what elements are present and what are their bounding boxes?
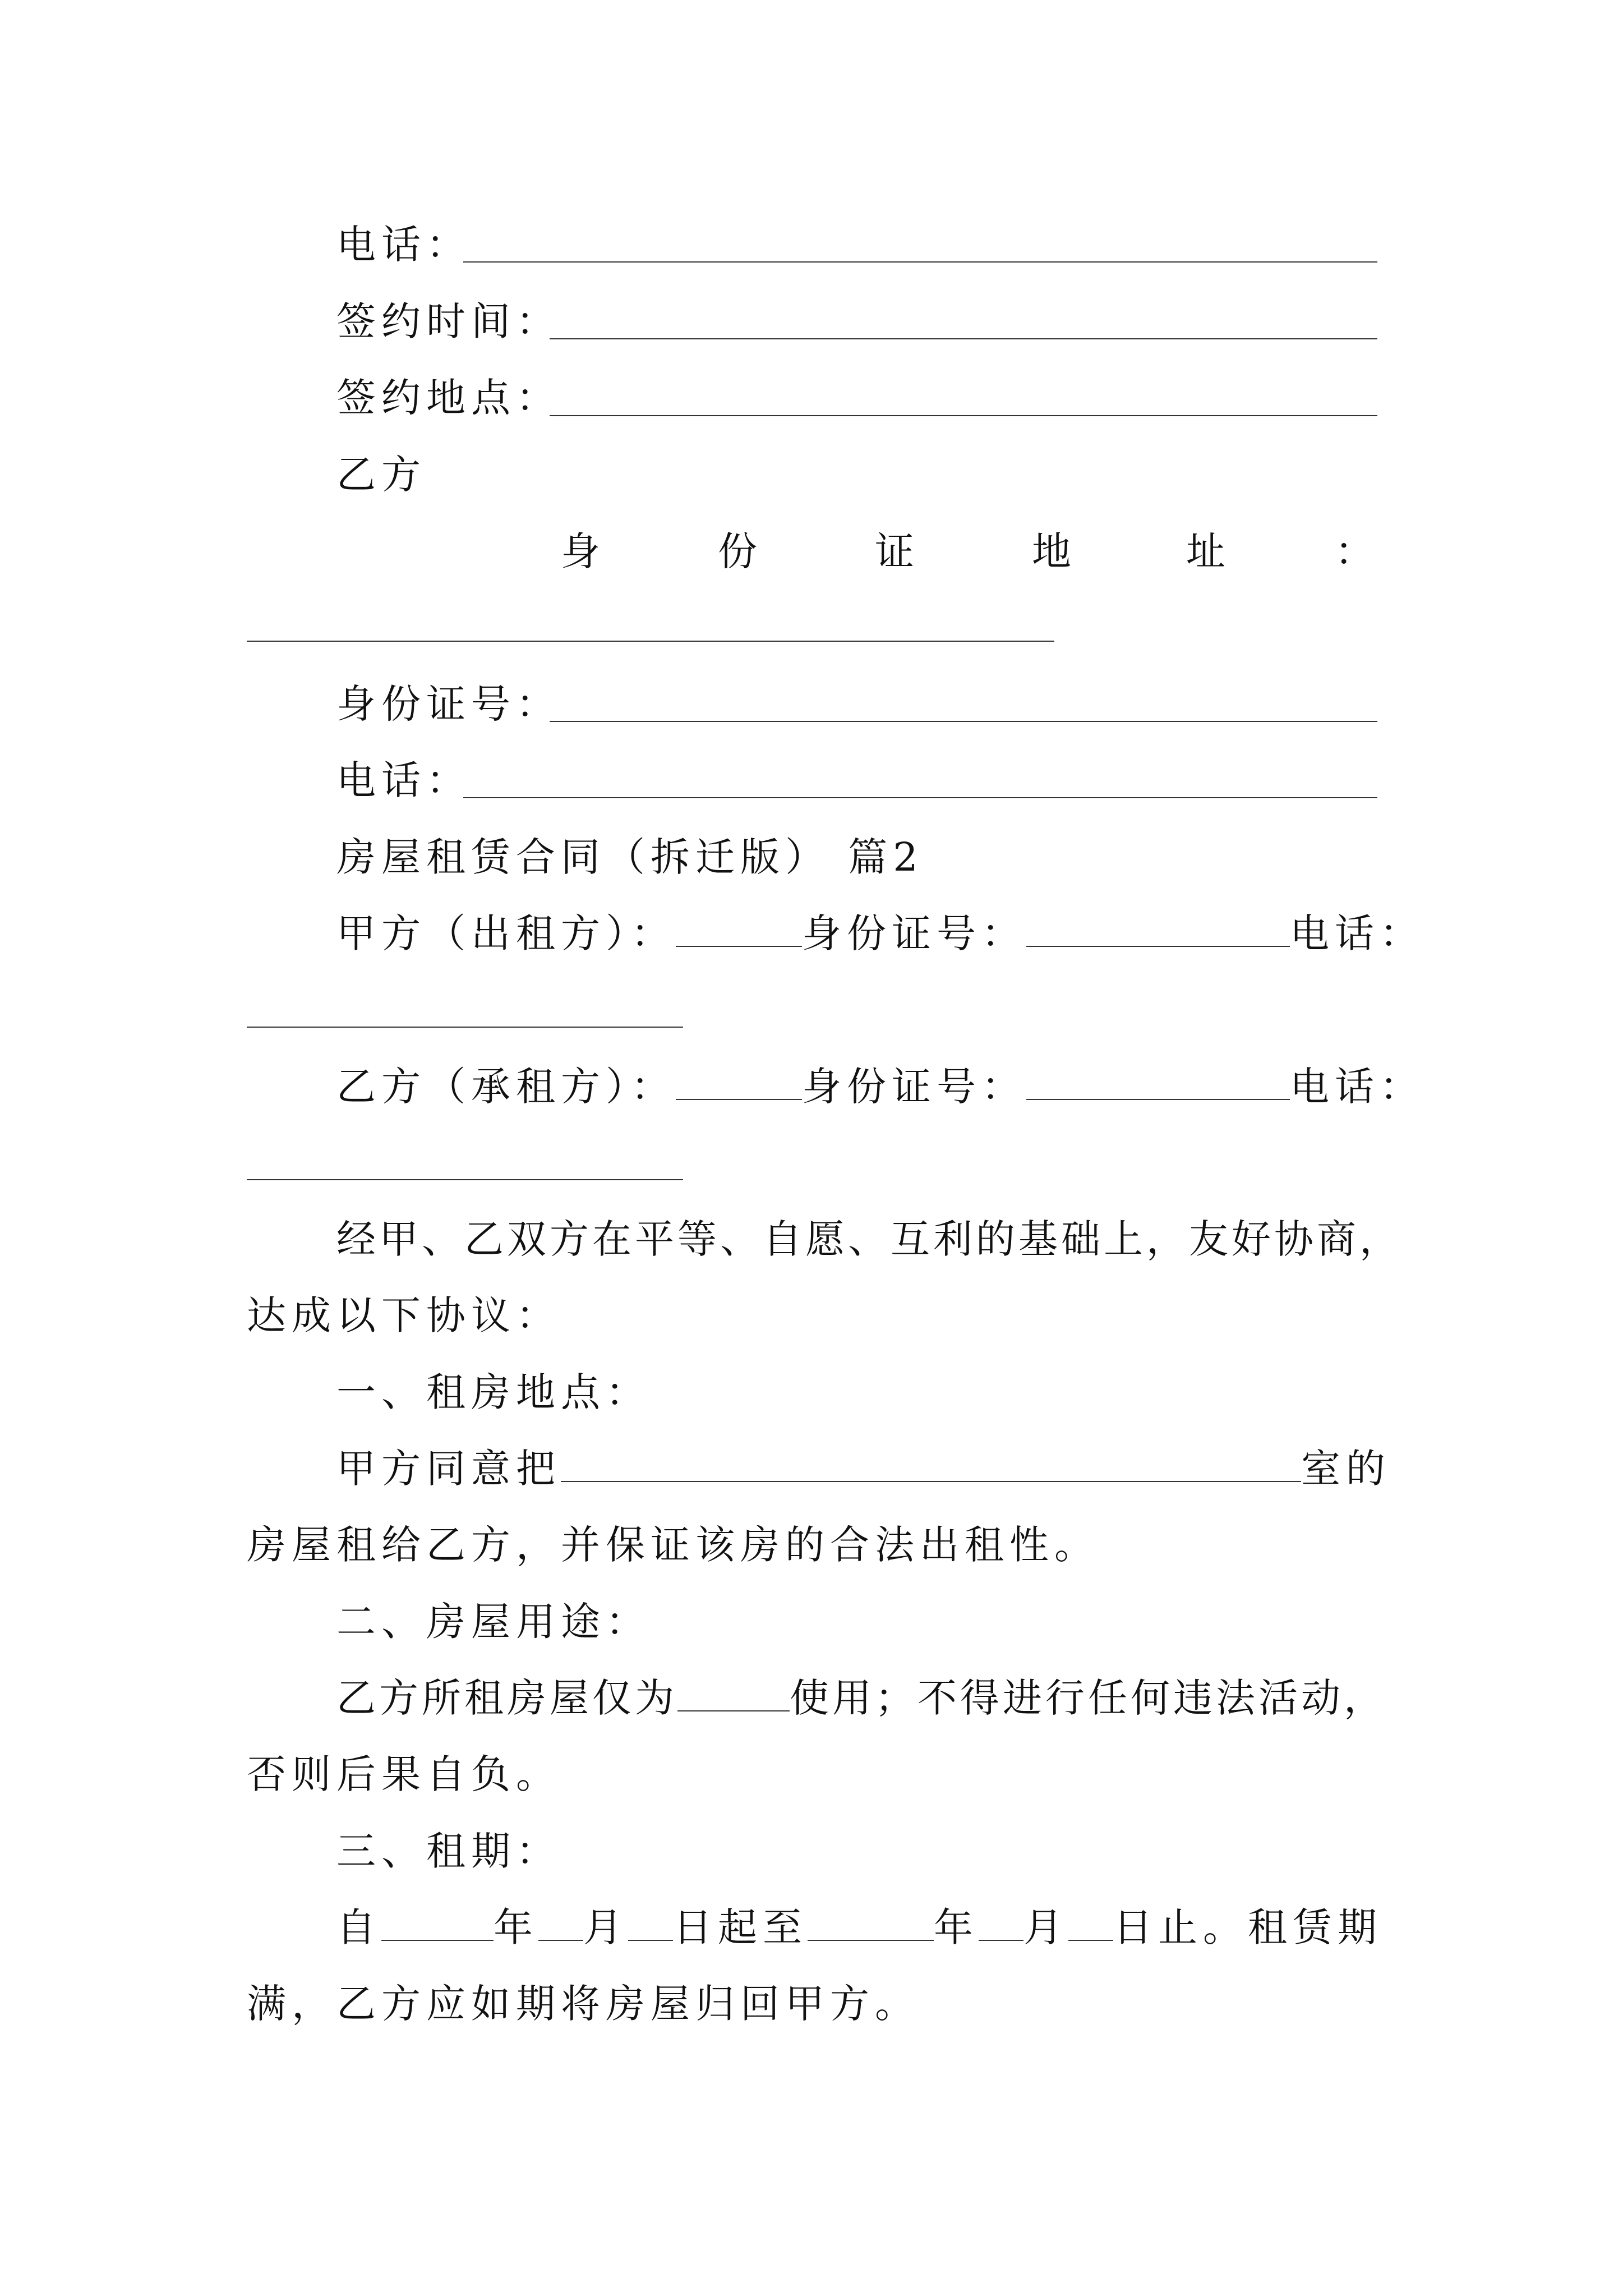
sec1-text-a: 甲方同意把 [336,1446,561,1492]
year2-text: 年 [934,1904,979,1950]
lessee-phone-blank[interactable] [247,1179,683,1180]
intro-line-2: 达成以下协议： [247,1292,561,1338]
lessee-name-blank[interactable] [676,1062,802,1100]
day-to-text: 日止。租赁期 [1113,1904,1382,1950]
section-3-line-1 [336,1901,1382,1954]
party-b-heading: 乙方 [336,452,426,498]
start-day-blank[interactable] [628,1903,673,1941]
section-2-title: 二、房屋用途： [336,1599,651,1645]
lessor-id-label: 身份证号： [802,910,1026,956]
end-day-blank[interactable] [1068,1903,1113,1941]
id-address-blank[interactable] [247,641,1054,642]
lessee-label: 乙方（承租方）： [336,1064,676,1110]
lessor-phone-blank[interactable] [247,1027,683,1028]
sec2-text-b: 使用；不得进行任何违法活动， [790,1675,1386,1721]
section-1-line-2: 房屋租给乙方，并保证该房的合法出租性。 [247,1522,1099,1568]
section-2-line-2: 否则后果自负。 [247,1751,561,1797]
lessee-id-label: 身份证号： [802,1064,1026,1110]
lessor-name-blank[interactable] [676,909,802,947]
party-b-phone-blank[interactable] [463,797,1377,798]
contract-2-title: 房屋租赁合同（拆迁版） 篇2 [336,834,924,880]
section-2-line-1 [336,1671,1386,1725]
room-address-blank[interactable] [561,1444,1301,1482]
sec2-text-a: 乙方所租房屋仅为 [336,1675,677,1721]
lessee-id-blank[interactable] [1026,1062,1290,1100]
party-b-id-number-label: 身份证号： [336,681,561,727]
id-address-char: 身 [561,528,600,574]
term-from-text: 自 [336,1904,381,1950]
month-text: 月 [583,1904,628,1950]
sign-time-label: 签约时间： [336,298,561,344]
section-1-line-1 [336,1442,1391,1496]
id-address-char: ： [1335,528,1374,574]
month2-text: 月 [1023,1904,1068,1950]
section-3-title: 三、租期： [336,1828,561,1874]
sign-time-blank[interactable] [550,338,1377,339]
lessee-line [336,1060,1424,1114]
start-year-blank[interactable] [381,1903,494,1941]
usage-blank[interactable] [677,1673,790,1711]
party-b-phone-label: 电话： [336,757,471,803]
day-from-text: 日起至 [673,1904,808,1950]
lessee-phone-label: 电话： [1290,1064,1424,1110]
party-a-phone-label: 电话： [336,222,471,268]
lessor-label: 甲方（出租方）： [336,910,676,956]
year-text: 年 [494,1904,538,1950]
lessor-phone-label: 电话： [1290,910,1424,956]
section-1-title: 一、租房地点： [336,1369,651,1415]
sec1-text-b: 室的 [1301,1446,1391,1492]
party-a-phone-blank[interactable] [463,261,1377,263]
sign-place-label: 签约地点： [336,375,561,421]
id-address-char: 份 [718,528,757,574]
start-month-blank[interactable] [538,1903,583,1941]
id-address-char: 址 [1186,528,1225,574]
intro-line-1: 经甲、乙双方在平等、自愿、互利的基础上，友好协商， [336,1216,1402,1262]
sign-place-blank[interactable] [550,415,1377,416]
section-3-line-2: 满，乙方应如期将房屋归回甲方。 [247,1981,920,2027]
lessor-line [336,907,1424,960]
lessor-id-blank[interactable] [1026,909,1290,947]
end-month-blank[interactable] [979,1903,1023,1941]
end-year-blank[interactable] [808,1903,934,1941]
id-address-char: 地 [1032,528,1071,574]
party-b-id-number-blank[interactable] [550,721,1377,722]
id-address-char: 证 [875,528,914,574]
